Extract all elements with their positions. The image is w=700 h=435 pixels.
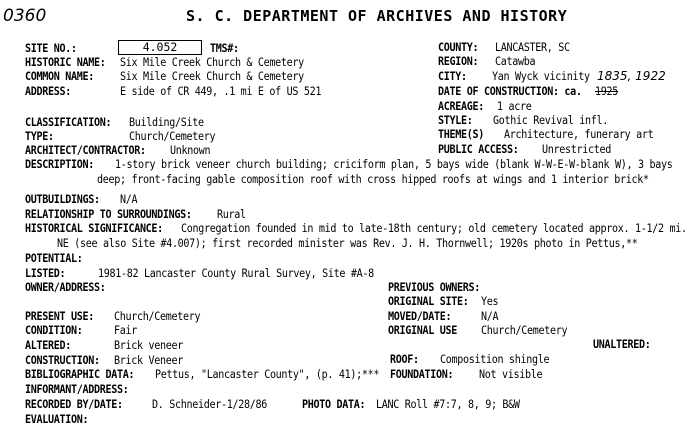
style: Gothic Revival infl. <box>493 114 608 127</box>
date-of-construction-label: DATE OF CONSTRUCTION: ca. <box>438 85 582 98</box>
foundation-label: FOUNDATION: <box>390 368 454 381</box>
historic-name-label: HISTORIC NAME: <box>25 56 106 69</box>
address: E side of CR 449, .1 mi E of US 521 <box>120 85 322 98</box>
region-label: REGION: <box>438 55 479 68</box>
description-line-1: 1-story brick veneer church building; criciform plan, 5 bays wide (blank W-W-E-W-blank W), 3 bays <box>115 158 673 171</box>
architect: Unknown <box>170 144 211 157</box>
altered: Brick veneer <box>114 339 183 352</box>
relationship: Rural <box>217 208 246 221</box>
date-of-construction-struck: 1925 <box>595 85 618 98</box>
description-line-2: deep; front-facing gable composition roof with cross hipped roofs at wings and 1 interior brick* <box>97 173 649 186</box>
listed-label: LISTED: <box>25 267 66 280</box>
address-label: ADDRESS: <box>25 85 71 98</box>
condition: Fair <box>114 324 137 337</box>
construction: Brick Veneer <box>114 354 183 367</box>
unaltered-label: UNALTERED: <box>593 338 651 351</box>
significance-line-1: Congregation founded in mid to late-18th century; old cemetery located approx. 1-1/2 mi. <box>181 222 687 235</box>
tms-label: TMS#: <box>210 42 239 55</box>
form-header: S. C. DEPARTMENT OF ARCHIVES AND HISTORY <box>186 7 568 25</box>
moved: N/A <box>481 310 499 323</box>
type-label: TYPE: <box>25 130 54 143</box>
stamp-number: 0360 <box>3 6 47 26</box>
city-label: CITY: <box>438 70 467 83</box>
handwritten-date: 1835, 1922 <box>597 69 666 83</box>
informant-label: INFORMANT/ADDRESS: <box>25 383 129 396</box>
county: LANCASTER, SC <box>495 41 570 54</box>
present-use-label: PRESENT USE: <box>25 310 94 323</box>
classification: Building/Site <box>129 116 204 129</box>
classification-label: CLASSIFICATION: <box>25 116 112 129</box>
site-no-box: 4.052 <box>118 40 202 55</box>
foundation: Not visible <box>479 368 543 381</box>
significance-label: HISTORICAL SIGNIFICANCE: <box>25 222 163 235</box>
region: Catawba <box>495 55 536 68</box>
photo-data-label: PHOTO DATA: <box>302 398 366 411</box>
description-label: DESCRIPTION: <box>25 158 94 171</box>
recorded-label: RECORDED BY/DATE: <box>25 398 123 411</box>
outbuildings-label: OUTBUILDINGS: <box>25 193 100 206</box>
relationship-label: RELATIONSHIP TO SURROUNDINGS: <box>25 208 192 221</box>
acreage-label: ACREAGE: <box>438 100 484 113</box>
photo-data: LANC Roll #7:7, 8, 9; B&W <box>376 398 520 411</box>
roof-label: ROOF: <box>390 353 419 366</box>
original-site: Yes <box>481 295 499 308</box>
previous-owners-label: PREVIOUS OWNERS: <box>388 281 480 294</box>
construction-label: CONSTRUCTION: <box>25 354 100 367</box>
condition-label: CONDITION: <box>25 324 83 337</box>
original-use-label: ORIGINAL USE <box>388 324 457 337</box>
significance-line-2: NE (see also Site #4.007); first recorded minister was Rev. J. H. Thornwell; 1920s photo in Pettus,** <box>57 237 638 250</box>
city: Yan Wyck vicinity <box>492 70 590 83</box>
architect-label: ARCHITECT/CONTRACTOR: <box>25 144 146 157</box>
potential-label: POTENTIAL: <box>25 252 83 265</box>
owner-label: OWNER/ADDRESS: <box>25 281 106 294</box>
bibliographic-label: BIBLIOGRAPHIC DATA: <box>25 368 135 381</box>
historic-name: Six Mile Creek Church & Cemetery <box>120 56 304 69</box>
present-use: Church/Cemetery <box>114 310 201 323</box>
acreage: 1 acre <box>497 100 532 113</box>
evaluation-label: EVALUATION: <box>25 413 89 426</box>
themes: Architecture, funerary art <box>504 128 654 141</box>
moved-label: MOVED/DATE: <box>388 310 452 323</box>
themes-label: THEME(S) <box>438 128 484 141</box>
bibliographic-data: Pettus, "Lancaster County", (p. 41);*** <box>155 368 380 381</box>
common-name-label: COMMON NAME: <box>25 70 94 83</box>
roof: Composition shingle <box>440 353 550 366</box>
listed: 1981-82 Lancaster County Rural Survey, Site #A-8 <box>98 267 374 280</box>
outbuildings: N/A <box>120 193 138 206</box>
original-site-label: ORIGINAL SITE: <box>388 295 469 308</box>
original-use: Church/Cemetery <box>481 324 568 337</box>
common-name: Six Mile Creek Church & Cemetery <box>120 70 304 83</box>
public-access: Unrestricted <box>542 143 611 156</box>
county-label: COUNTY: <box>438 41 479 54</box>
style-label: STYLE: <box>438 114 473 127</box>
altered-label: ALTERED: <box>25 339 71 352</box>
site-no-label: SITE NO.: <box>25 42 77 55</box>
recorded-by: D. Schneider-1/28/86 <box>152 398 267 411</box>
public-access-label: PUBLIC ACCESS: <box>438 143 519 156</box>
type: Church/Cemetery <box>129 130 216 143</box>
